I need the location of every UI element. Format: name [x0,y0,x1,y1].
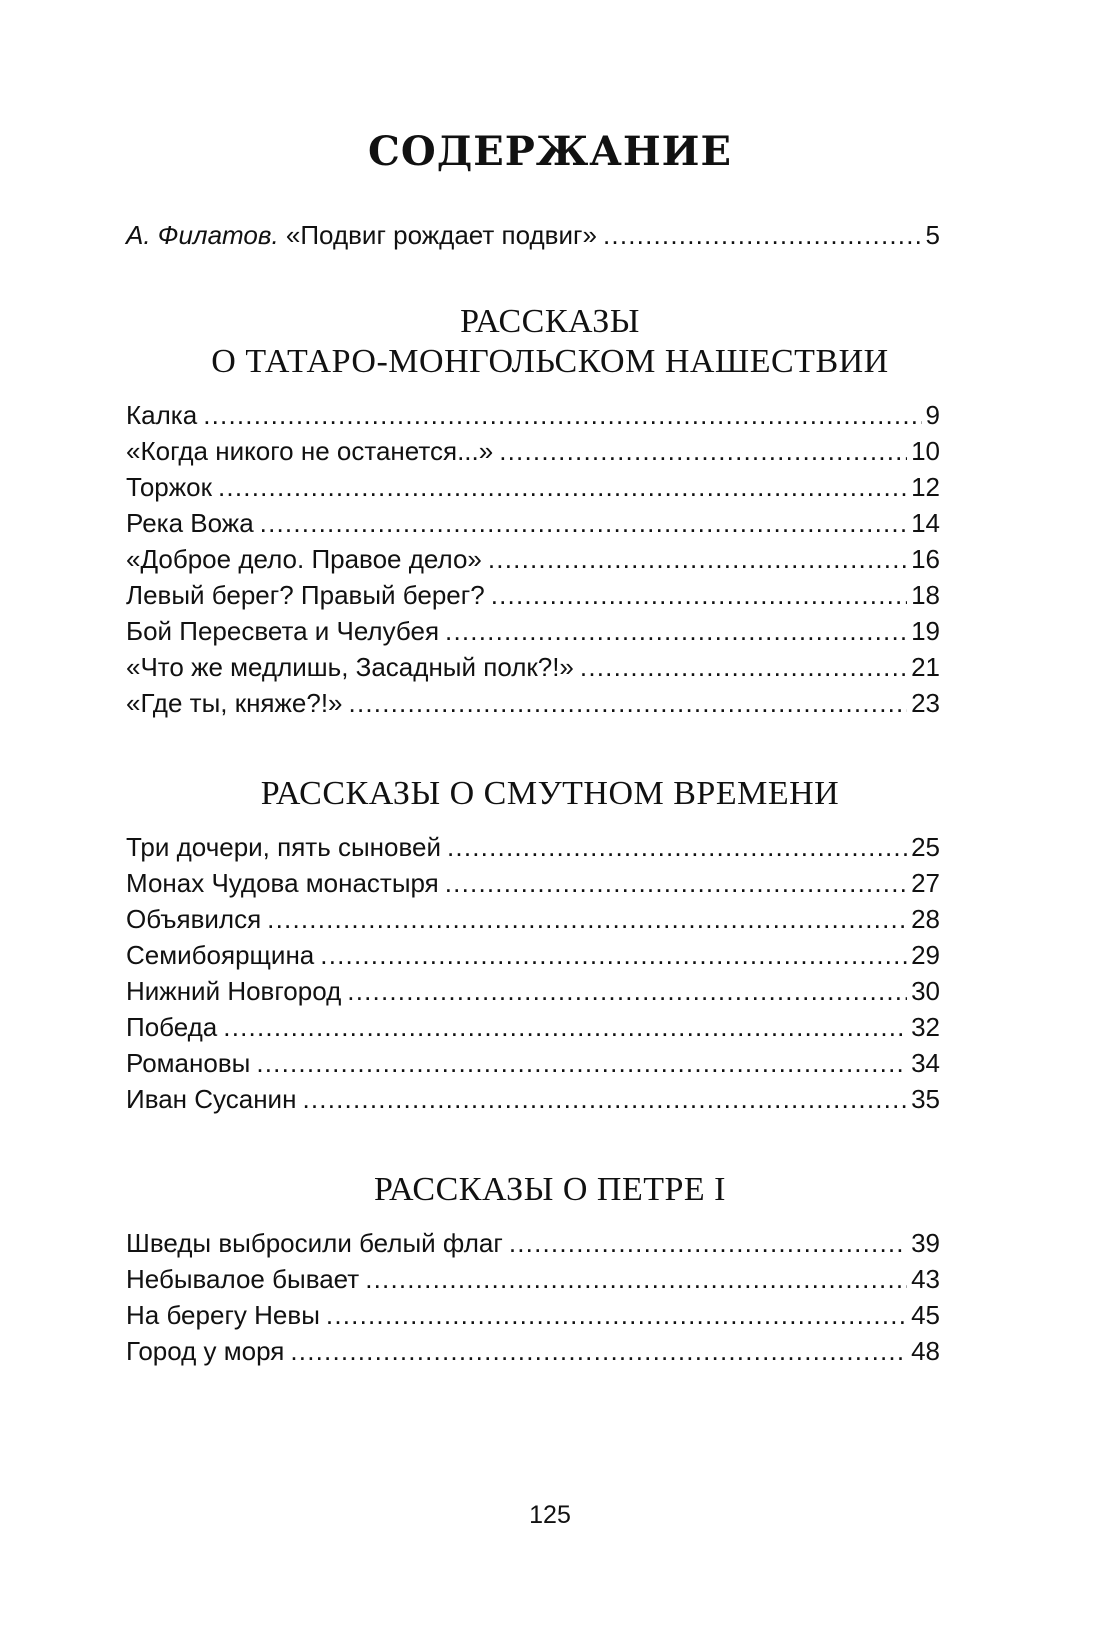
leader-dots [326,1297,907,1333]
toc-entry [126,649,940,685]
toc-entry [126,397,940,433]
toc-entry [126,1081,940,1117]
leader-dots [365,1261,907,1297]
toc-entry-title: Шведы выбросили белый флаг [126,1228,503,1258]
toc-entry-page: 12 [911,472,940,502]
toc-entry-title: Левый берег? Правый берег? [126,580,485,610]
toc-entry-page: 16 [911,544,940,574]
toc-entry [126,577,940,613]
toc-entry-page: 5 [925,220,940,250]
leader-dots [349,685,908,721]
leader-dots [203,397,921,433]
toc-entry [126,973,940,1009]
toc-entry-title: «Подвиг рождает подвиг» [285,220,597,250]
leader-dots [347,973,907,1009]
toc-entry-page: 9 [925,400,940,430]
leader-dots [223,1009,907,1045]
toc-entry-title: На берегу Невы [126,1300,320,1330]
section-heading-line: РАССКАЗЫ [460,303,640,340]
toc-entry [126,433,940,469]
toc-entry-label [126,217,597,253]
toc-entry-title: Бой Пересвета и Челубея [126,616,440,646]
leader-dots [509,1225,907,1261]
leader-dots [491,577,907,613]
leader-dots [302,1081,907,1117]
toc-entry-title: Три дочери, пять сыновей [126,832,441,862]
leader-dots [499,433,907,469]
toc-entry-title: Монах Чудова монастыря [126,868,439,898]
toc-entry-title: Река Вожа [126,508,254,538]
toc-entry-title: Объявился [126,904,262,934]
toc-entry [126,937,940,973]
toc-entry-page: 45 [911,1300,940,1330]
toc-entry-page: 21 [911,652,940,682]
toc-entry [126,1009,940,1045]
toc-entry-title: Романовы [126,1048,251,1078]
toc-entry-title: «Где ты, княже?!» [126,688,343,718]
toc-entry-title: «Когда никого не останется...» [126,436,494,466]
toc-entry-title: Калка [126,400,198,430]
toc-entry-page: 14 [911,508,940,538]
toc-entry-page: 10 [911,436,940,466]
toc-entry-page: 39 [911,1228,940,1258]
toc-entry-title: «Что же медлишь, Засадный полк?!» [126,652,574,682]
toc-entry-page: 30 [911,976,940,1006]
toc-entry-title: Семибоярщина [126,940,315,970]
leader-dots [267,901,907,937]
toc-entry [126,1333,940,1369]
section-heading-line: О ТАТАРО-МОНГОЛЬСКОМ НАШЕСТВИИ [211,343,889,380]
toc-entry-page: 19 [911,616,940,646]
toc-entry-author: А. Филатов. [126,220,279,250]
leader-dots [290,1333,907,1369]
toc-entry-page: 25 [911,832,940,862]
toc-entry-title: «Доброе дело. Правое дело» [126,544,482,574]
leader-dots [256,1045,907,1081]
toc-entry-title: Торжок [126,472,212,502]
toc-entry [126,613,940,649]
toc-entry [126,829,940,865]
section-heading-line: РАССКАЗЫ О ПЕТРЕ I [374,1171,726,1208]
toc-entry [126,865,940,901]
toc-entry-page: 29 [911,940,940,970]
toc-entry-page: 34 [911,1048,940,1078]
leader-dots [445,865,907,901]
toc-entry-title: Победа [126,1012,218,1042]
toc-entry [126,505,940,541]
toc-entry-page: 48 [911,1336,940,1366]
toc-entry-page: 35 [911,1084,940,1114]
toc-entry [126,1261,940,1297]
toc-entry-page: 27 [911,868,940,898]
leader-dots [320,937,907,973]
toc-entry-title: Иван Сусанин [126,1084,297,1114]
toc-entry-page: 18 [911,580,940,610]
toc-entry [126,541,940,577]
page-number: 125 [529,1501,571,1529]
leader-dots [580,649,907,685]
toc-entry [126,1225,940,1261]
toc-entry-title: Небывалое бывает [126,1264,360,1294]
toc-entry-title: Город у моря [126,1336,285,1366]
section-heading-line: РАССКАЗЫ О СМУТНОМ ВРЕМЕНИ [260,775,840,812]
leader-dots [488,541,907,577]
leader-dots [447,829,907,865]
toc-entry-page: 23 [911,688,940,718]
toc-entry [126,901,940,937]
toc-entry [126,1297,940,1333]
toc-entry [126,1045,940,1081]
leader-dots [218,469,907,505]
toc-entry-page: 43 [911,1264,940,1294]
leader-dots [445,613,907,649]
toc-entry-page: 32 [911,1012,940,1042]
leader-dots [260,505,907,541]
toc-entry-page: 28 [911,904,940,934]
toc-entry-intro [126,217,940,253]
toc-entry-title: Нижний Новгород [126,976,342,1006]
leader-dots [603,217,922,253]
toc-entry [126,469,940,505]
page-title: СОДЕРЖАНИЕ [368,128,732,175]
toc-entry [126,685,940,721]
